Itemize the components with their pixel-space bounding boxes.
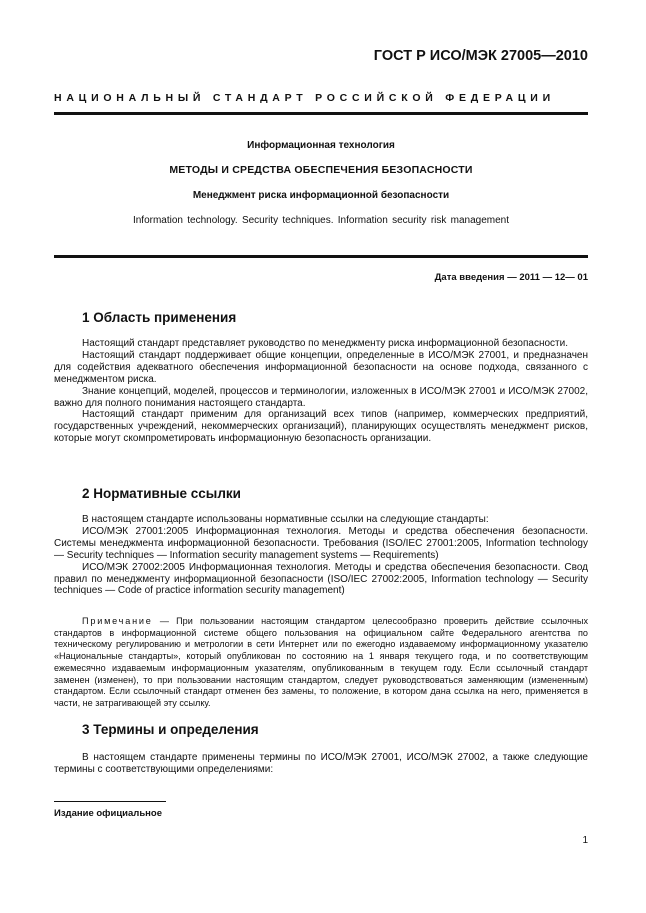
section-1-heading: 1 Область применения — [82, 310, 237, 325]
section-2-body — [54, 514, 588, 597]
section-3-body — [54, 752, 588, 776]
title-line-1: Информационная технология — [247, 140, 395, 151]
paragraph: В настоящем стандарте применены термины по ИСО/МЭК 27001, ИСО/МЭК 27002, а также следующие термины с соответствующими определениями: — [54, 752, 588, 775]
footer-divider — [54, 801, 166, 802]
title-divider — [54, 255, 588, 258]
header-divider — [54, 112, 588, 115]
paragraph: ИСО/МЭК 27002:2005 Информационная технология. Методы и средства обеспечения безопасности. Свод правил по менеджменту информационной безопасности (ISO/IEC 27002:2005, Information technology — Security techniques — Code of practice information security management) — [54, 561, 588, 597]
title-line-3: Менеджмент риска информационной безопасности — [192, 190, 450, 201]
introduction-date: Дата введения — 2011 — 12— 01 — [434, 272, 588, 283]
note-label: Примечание — [82, 616, 153, 626]
paragraph: Знание концепций, моделей, процессов и терминологии, изложенных в ИСО/МЭК 27001 и ИСО/МЭК 27002, важно для полного понимания настоящего стандарта. — [54, 385, 588, 409]
paragraph: Настоящий стандарт поддерживает общие концепции, определенные в ИСО/МЭК 27001, и предназначен для содействия адекватного обеспечения информационной безопасности на основе подхода, связанного с менеджментом риска. — [54, 349, 588, 385]
paragraph: В настоящем стандарте использованы нормативные ссылки на следующие стандарты: — [82, 514, 489, 525]
section-1-body — [54, 338, 588, 445]
note-text: — При пользовании настоящим стандартом целесообразно проверить действие ссылочных стандартов в информационной системе общего пользования на официальном сайте Федерального агентства по техническому регулированию и метрологии в сети Интернет или по ежегодно издаваемому информационному указателю «Национальные стандарты», который опубликован по состоянию на 1 января текущего года, и по соответствующим ежемесячно издаваемым информационным указателям, опубликованным в текущем году. Если ссылочный стандарт заменен (изменен), то при пользовании настоящим стандартом, следует руководствоваться заменяющим (измененным) стандартом. Если ссылочный стандарт отменен без замены, то положение, в котором дана ссылка на него, применяется в части, не затрагивающей эту ссылку. — [54, 616, 589, 708]
standard-code: ГОСТ Р ИСО/МЭК 27005—2010 — [373, 48, 588, 64]
title-line-2: МЕТОДЫ И СРЕДСТВА ОБЕСПЕЧЕНИЯ БЕЗОПАСНОСТИ — [169, 164, 473, 176]
section-3-heading: 3 Термины и определения — [82, 722, 259, 737]
note-block — [54, 616, 588, 710]
edition-label: Издание официальное — [54, 808, 162, 819]
paragraph: Настоящий стандарт применим для организаций всех типов (например, коммерческих предприятий, государственных учреждений, некоммерческих организаций), планирующих осуществлять менеджмент рисков, которые могут скомпрометировать информационную безопасность организации. — [54, 409, 588, 445]
paragraph: Настоящий стандарт представляет руководство по менеджменту риска информационной безопасности. — [82, 338, 568, 349]
national-standard-banner: НАЦИОНАЛЬНЫЙ СТАНДАРТ РОССИЙСКОЙ ФЕДЕРАЦИИ — [54, 92, 555, 104]
paragraph: ИСО/МЭК 27001:2005 Информационная технология. Методы и средства обеспечения безопасности. Системы менеджмента информационной безопасности. Требования (ISO/IEC 27001:2005, Information technology — Security techniques — Information security management systems — Requirements) — [54, 525, 588, 561]
title-english: Information technology. Security techniques. Information security risk management — [132, 215, 510, 226]
page-number: 1 — [582, 835, 588, 846]
section-2-heading: 2 Нормативные ссылки — [82, 486, 241, 501]
